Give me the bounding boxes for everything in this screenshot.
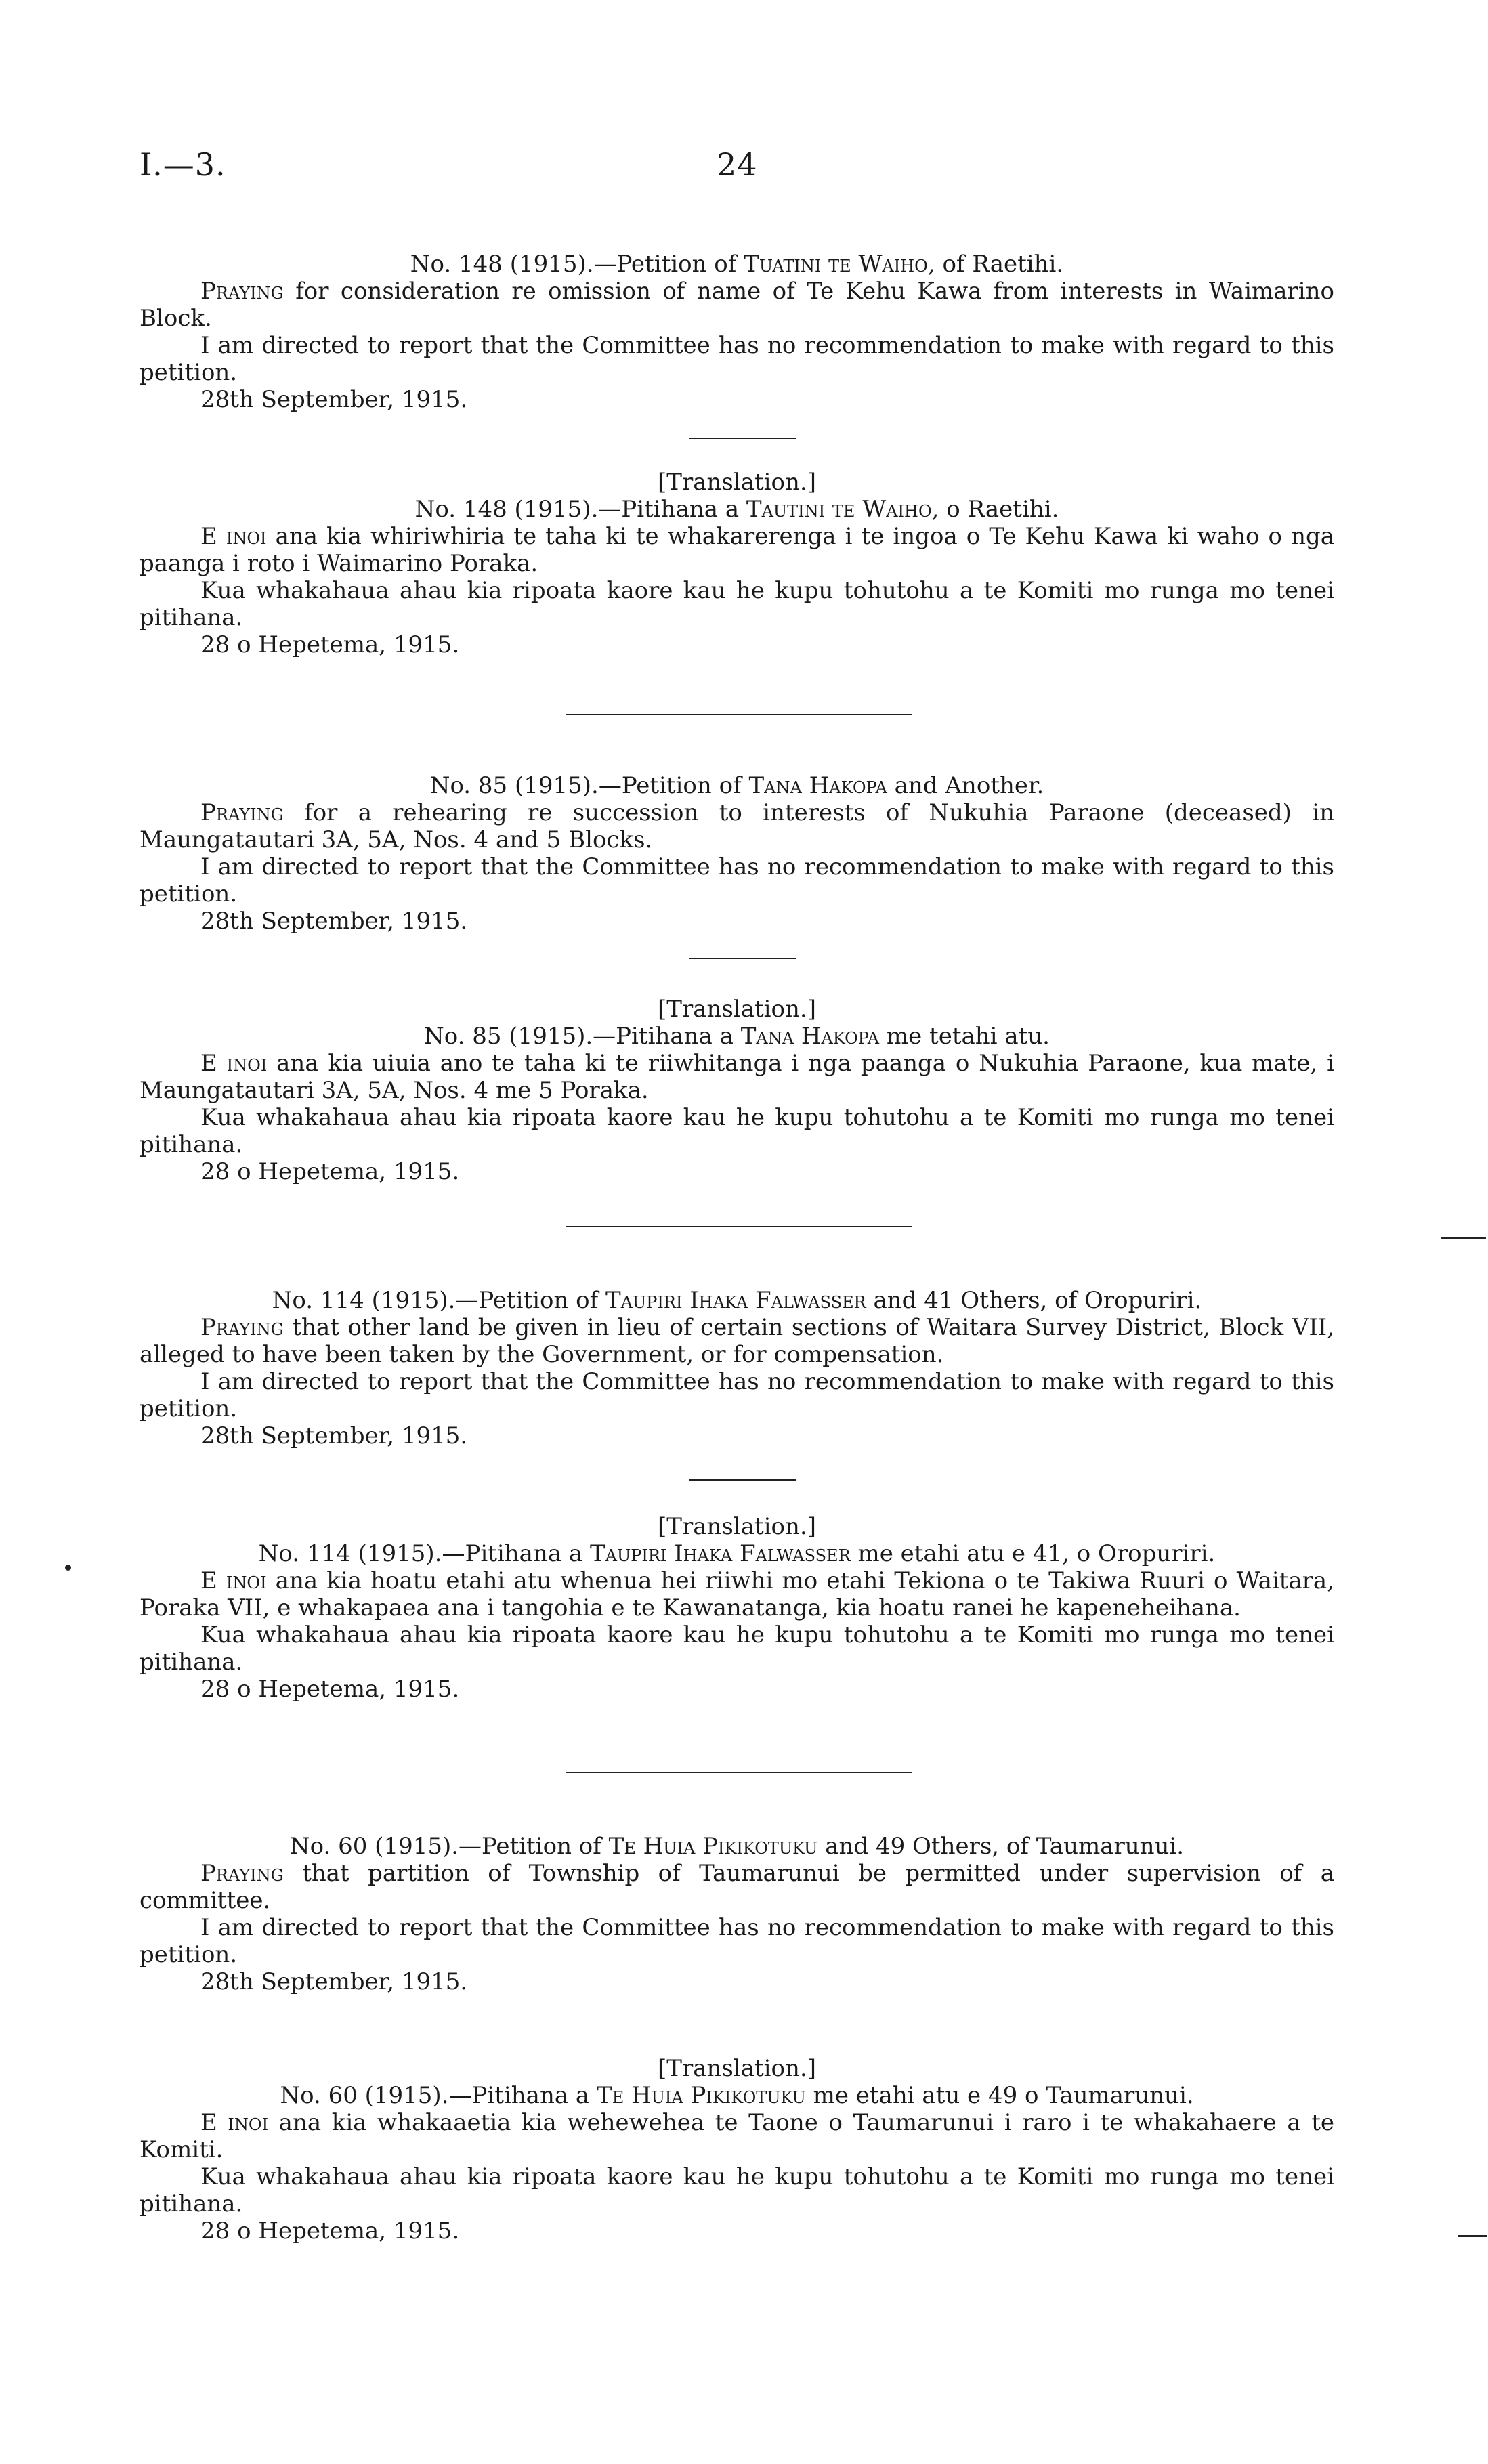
translation-title: No. 114 (1915).—Pitihana a Taupiri Ihaka Falwasser me etahi atu e 41, o Oropuriri. bbox=[258, 1540, 1216, 1567]
translation-60 bbox=[140, 2055, 1334, 2245]
petition-prayer: Praying for a rehearing re succession to interests of Nukuhia Paraone (deceased) in Maungatautari 3A, 5A, Nos. 4 and 5 Blocks. bbox=[140, 799, 1334, 853]
margin-mark bbox=[1458, 2235, 1487, 2237]
translation-date: 28 o Hepetema, 1915. bbox=[200, 1676, 460, 1703]
petition-title: No. 114 (1915).—Petition of Taupiri Ihaka Falwasser and 41 Others, of Oropuriri. bbox=[272, 1287, 1202, 1314]
translation-prayer: E inoi ana kia hoatu etahi atu whenua hei riiwhi mo etahi Tekiona o te Takiwa Ruuri o Waitara, Poraka VII, e whakapaea ana i tangohia e te Kawanatanga, kia hoatu ranei he kapeneheihana. bbox=[140, 1567, 1335, 1621]
petition-title: No. 85 (1915).—Petition of Tana Hakopa and Another. bbox=[429, 772, 1044, 799]
report-date: 28th September, 1915. bbox=[200, 1968, 468, 1995]
translation-report: Kua whakahaua ahau kia ripoata kaore kau he kupu tohutohu a te Komiti mo runga mo tenei pitihana. bbox=[140, 1621, 1334, 1676]
report-date: 28th September, 1915. bbox=[200, 908, 468, 935]
translation-date: 28 o Hepetema, 1915. bbox=[200, 2217, 460, 2245]
translation-title: No. 148 (1915).—Pitihana a Tautini te Waiho, o Raetihi. bbox=[414, 496, 1059, 523]
translation-date: 28 o Hepetema, 1915. bbox=[200, 631, 460, 658]
committee-report: I am directed to report that the Committee has no recommendation to make with regard to this petition. bbox=[140, 853, 1334, 908]
separator-rule bbox=[689, 1479, 796, 1481]
petition-title: No. 148 (1915).—Petition of Tuatini te Waiho, of Raetihi. bbox=[410, 251, 1064, 278]
translation-label: [Translation.] bbox=[658, 996, 816, 1023]
section-reference: I.—3. bbox=[140, 146, 226, 183]
translation-prayer: E inoi ana kia whiriwhiria te taha ki te whakarerenga i te ingoa o Te Kehu Kawa ki waho o nga paanga i roto i Waimarino Poraka. bbox=[140, 523, 1334, 577]
translation-report: Kua whakahaua ahau kia ripoata kaore kau he kupu tohutohu a te Komiti mo runga mo tenei pitihana. bbox=[140, 1104, 1334, 1158]
translation-label: [Translation.] bbox=[658, 2055, 816, 2082]
petition-prayer: Praying that other land be given in lieu of certain sections of Waitara Survey District, Block VII, alleged to have been taken by the Government, or for compensation. bbox=[140, 1314, 1334, 1368]
petition-148 bbox=[140, 251, 1334, 413]
translation-148 bbox=[140, 469, 1334, 658]
translation-date: 28 o Hepetema, 1915. bbox=[200, 1158, 460, 1185]
margin-mark bbox=[65, 1565, 71, 1571]
translation-report: Kua whakahaua ahau kia ripoata kaore kau he kupu tohutohu a te Komiti mo runga mo tenei pitihana. bbox=[140, 2163, 1334, 2217]
report-date: 28th September, 1915. bbox=[200, 386, 468, 413]
petition-prayer: Praying for consideration re omission of name of Te Kehu Kawa from interests in Waimarino Block. bbox=[140, 278, 1334, 332]
translation-prayer: E inoi ana kia whakaaetia kia wehewehea te Taone o Taumarunui i raro i te whakahaere a te Komiti. bbox=[140, 2109, 1334, 2163]
section-divider-rule bbox=[566, 1772, 912, 1773]
translation-label: [Translation.] bbox=[658, 469, 816, 496]
petition-85 bbox=[140, 772, 1334, 935]
page-number: 24 bbox=[717, 146, 758, 183]
petition-60 bbox=[140, 1833, 1334, 1995]
translation-prayer: E inoi ana kia uiuia ano te taha ki te riiwhitanga i nga paanga o Nukuhia Paraone, kua mate, i Maungatautari 3A, 5A, Nos. 4 me 5 Poraka. bbox=[140, 1050, 1335, 1104]
petition-114 bbox=[140, 1287, 1334, 1449]
committee-report: I am directed to report that the Committee has no recommendation to make with regard to this petition. bbox=[140, 1914, 1334, 1968]
translation-85 bbox=[140, 996, 1334, 1185]
committee-report: I am directed to report that the Committee has no recommendation to make with regard to this petition. bbox=[140, 332, 1334, 386]
separator-rule bbox=[689, 438, 796, 439]
translation-report: Kua whakahaua ahau kia ripoata kaore kau he kupu tohutohu a te Komiti mo runga mo tenei pitihana. bbox=[140, 577, 1334, 631]
petition-title: No. 60 (1915).—Petition of Te Huia Pikikotuku and 49 Others, of Taumarunui. bbox=[289, 1833, 1185, 1860]
section-divider-rule bbox=[566, 714, 912, 715]
petition-prayer: Praying that partition of Township of Taumarunui be permitted under supervision of a committee. bbox=[140, 1860, 1334, 1914]
translation-114 bbox=[140, 1513, 1334, 1703]
separator-rule bbox=[689, 958, 796, 959]
translation-title: No. 85 (1915).—Pitihana a Tana Hakopa me tetahi atu. bbox=[424, 1023, 1050, 1050]
section-divider-rule bbox=[566, 1226, 912, 1227]
translation-title: No. 60 (1915).—Pitihana a Te Huia Pikikotuku me etahi atu e 49 o Taumarunui. bbox=[280, 2082, 1194, 2109]
translation-label: [Translation.] bbox=[658, 1513, 816, 1540]
margin-mark bbox=[1441, 1237, 1486, 1239]
committee-report: I am directed to report that the Committee has no recommendation to make with regard to this petition. bbox=[140, 1368, 1334, 1422]
report-date: 28th September, 1915. bbox=[200, 1422, 468, 1449]
